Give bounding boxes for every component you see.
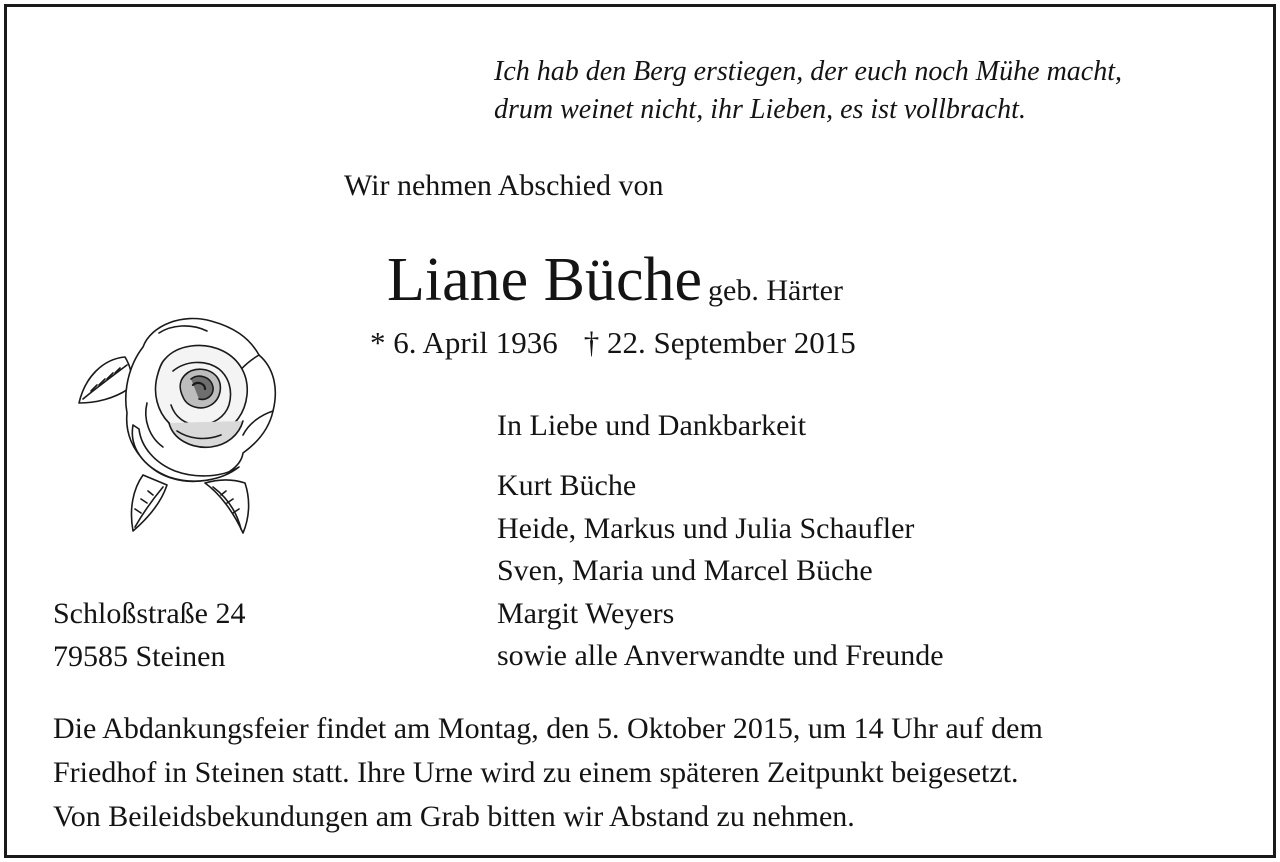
death-date: † 22. September 2015 bbox=[583, 325, 856, 360]
motto-line: Ich hab den Berg erstiegen, der euch noch Mühe macht, bbox=[494, 56, 1122, 87]
birth-name: geb. Härter bbox=[708, 274, 843, 307]
deceased-name-line bbox=[387, 243, 843, 328]
deceased-name: Liane Büche bbox=[387, 246, 703, 314]
list-item: Heide, Markus und Julia Schaufler bbox=[497, 511, 915, 545]
mourners-list bbox=[497, 465, 944, 678]
obituary-frame bbox=[4, 4, 1276, 858]
ceremony-notice bbox=[53, 707, 1043, 839]
list-item: Kurt Büche bbox=[497, 469, 637, 502]
list-item: Sven, Maria und Marcel Büche bbox=[497, 554, 873, 587]
notice-line: Von Beileidsbekundungen am Grab bitten wir Abstand zu nehmen. bbox=[53, 800, 855, 833]
list-item: sowie alle Anverwandte und Freunde bbox=[497, 639, 944, 672]
notice-line: Die Abdankungsfeier findet am Montag, den 5. Oktober 2015, um 14 Uhr auf dem bbox=[53, 712, 1043, 745]
motto-line: drum weinet nicht, ihr Lieben, es ist vollbracht. bbox=[494, 94, 1026, 125]
intro-text: Wir nehmen Abschied von bbox=[344, 169, 664, 202]
life-dates bbox=[370, 323, 856, 363]
notice-line: Friedhof in Steinen statt. Ihre Urne wird zu einem späteren Zeitpunkt beigesetzt. bbox=[53, 756, 1019, 789]
mourners-heading: In Liebe und Dankbarkeit bbox=[497, 409, 807, 442]
address-city: 79585 Steinen bbox=[53, 639, 226, 673]
motto-verse bbox=[494, 53, 1122, 129]
address-block bbox=[53, 593, 245, 678]
birth-date: * 6. April 1936 bbox=[370, 325, 558, 360]
address-street: Schloßstraße 24 bbox=[53, 597, 246, 630]
rose-icon bbox=[73, 307, 283, 539]
list-item: Margit Weyers bbox=[497, 596, 675, 630]
